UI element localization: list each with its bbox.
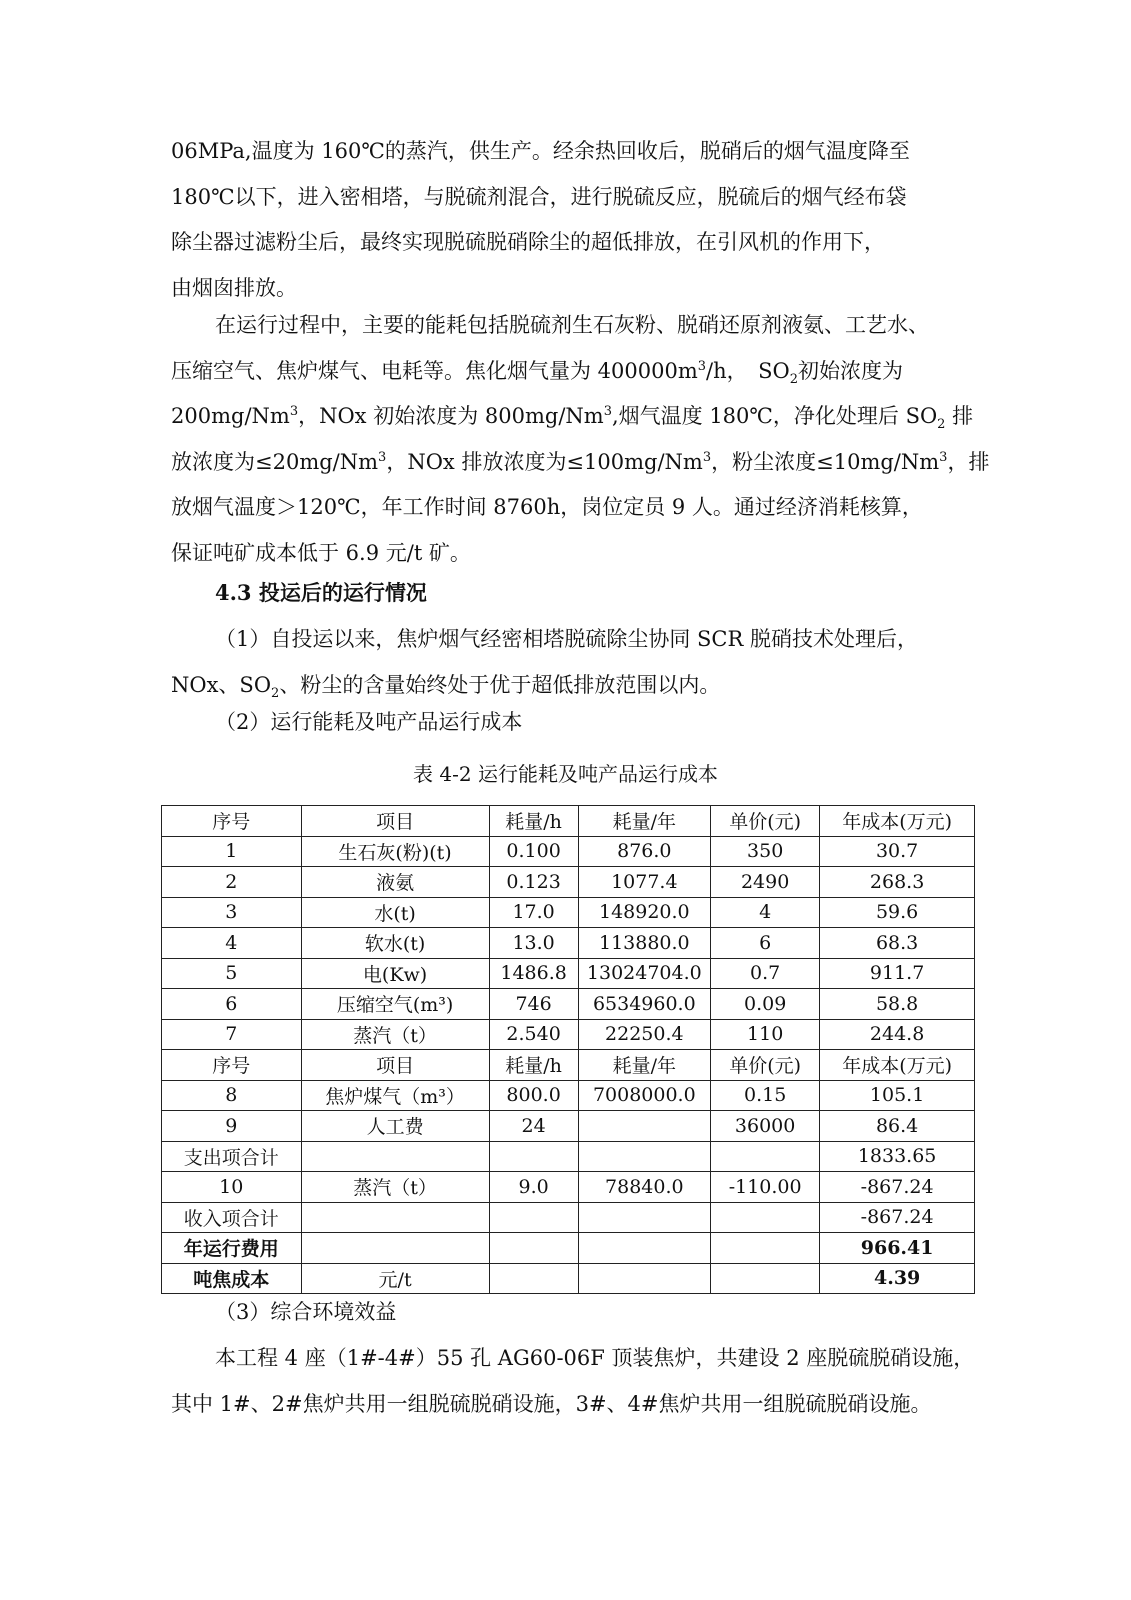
table-cell: 36000 (711, 1111, 820, 1142)
energy-line-2 (171, 349, 965, 395)
table-cell: 13024704.0 (578, 958, 710, 989)
table-cell: 0.09 (711, 989, 820, 1020)
table-cell: 6 (162, 989, 302, 1020)
table-row (162, 867, 975, 898)
table-cell: 元/t (301, 1263, 489, 1294)
energy-line-3-d: 排 (945, 404, 974, 428)
closing-line-1: 本工程 4 座（1#-4#）55 孔 AG60-06F 顶装焦炉，共建设 2 座脱硫脱硝设施， (215, 1346, 975, 1370)
superscript-3: 3 (378, 449, 387, 465)
table-cell: 液氨 (301, 867, 489, 898)
header-cell-item: 项目 (301, 806, 489, 837)
table-cell: 22250.4 (578, 1019, 710, 1050)
table-cell: 焦炉煤气（m³） (301, 1080, 489, 1111)
energy-line-3 (171, 394, 974, 440)
table-row (162, 1019, 975, 1050)
superscript-3: 3 (603, 404, 612, 419)
table-cell: 244.8 (820, 1019, 975, 1050)
energy-line-2-a: 压缩空气、焦炉煤气、电耗等。焦化烟气量为 400000m (171, 358, 698, 383)
table-cell: 7008000.0 (578, 1080, 710, 1111)
table-header-row-repeat (162, 1050, 975, 1081)
point-1-line-2-b: 、粉尘的含量始终处于优于超低排放范围以内。 (279, 672, 721, 697)
intro-line-2: 180℃以下，进入密相塔，与脱硫剂混合，进行脱硫反应，脱硫后的烟气经布袋 (171, 184, 907, 209)
energy-line-4-c: ，粉尘浓度≤10mg/Nm (711, 449, 940, 474)
table-cell: 86.4 (820, 1111, 975, 1142)
point-1-paragraph (171, 617, 965, 708)
energy-line-4-b: ，NOx 排放浓度为≤100mg/Nm (386, 449, 703, 474)
energy-line-3-c: ,烟气温度 180℃，净化处理后 SO (611, 404, 938, 428)
header-cell-yearly: 耗量/年 (578, 1050, 710, 1081)
table-cell: 电(Kw) (301, 958, 489, 989)
table-cell: 148920.0 (578, 897, 710, 928)
header-cell-yearly: 耗量/年 (578, 806, 710, 837)
table-cell: 5 (162, 958, 302, 989)
table-row (162, 928, 975, 959)
table-cell: 4 (711, 897, 820, 928)
table-cell: 30.7 (820, 836, 975, 867)
table-cell: 吨焦成本 (162, 1263, 302, 1294)
point-1-line-1: （1）自投运以来，焦炉烟气经密相塔脱硫除尘协同 SCR 脱硝技术处理后， (215, 627, 918, 651)
energy-line-3-b: ，NOx 初始浓度为 800mg/Nm (298, 404, 604, 428)
table-cell: 6534960.0 (578, 989, 710, 1020)
header-cell-price: 单价(元) (711, 806, 820, 837)
energy-line-5: 放烟气温度＞120℃，年工作时间 8760h，岗位定员 9 人。通过经济消耗核算， (171, 495, 923, 519)
superscript-3: 3 (939, 449, 948, 465)
table-cell: 2490 (711, 867, 820, 898)
table-cell: 蒸汽（t） (301, 1019, 489, 1050)
table-cell: 1486.8 (489, 958, 578, 989)
table-header-row (162, 806, 975, 837)
table-row (162, 897, 975, 928)
table-cell: 收入项合计 (162, 1202, 302, 1233)
superscript-3: 3 (697, 358, 707, 374)
table-cell: 746 (489, 989, 578, 1020)
table-cell: 2.540 (489, 1019, 578, 1050)
operating-cost-table (161, 805, 975, 1294)
table-cell: 78840.0 (578, 1172, 710, 1203)
table-cell: 24 (489, 1111, 578, 1142)
table-cell (489, 1141, 578, 1172)
table-cell (489, 1202, 578, 1233)
table-cell: -110.00 (711, 1172, 820, 1203)
table-cell (578, 1233, 710, 1264)
table-row-expense-total (162, 1141, 975, 1172)
table-cell: 人工费 (301, 1111, 489, 1142)
table-row (162, 836, 975, 867)
point-1-line-2-a: NOx、SO (171, 672, 272, 697)
table-cell: 1833.65 (820, 1141, 975, 1172)
table-cell: 113880.0 (578, 928, 710, 959)
point-2-line: （2）运行能耗及吨产品运行成本 (215, 710, 523, 734)
header-cell-price: 单价(元) (711, 1050, 820, 1081)
table-cell: 58.8 (820, 989, 975, 1020)
header-cell-index: 序号 (162, 806, 302, 837)
table-cell: 0.7 (711, 958, 820, 989)
table-cell: 268.3 (820, 867, 975, 898)
subscript-2: 2 (789, 371, 799, 387)
table-caption: 表 4-2 运行能耗及吨产品运行成本 (413, 762, 718, 786)
intro-line-3: 除尘器过滤粉尘后，最终实现脱硫脱硝除尘的超低排放，在引风机的作用下， (171, 230, 885, 254)
energy-line-6: 保证吨矿成本低于 6.9 元/t 矿。 (171, 540, 471, 565)
closing-paragraph (171, 1336, 975, 1427)
table-cell: 8 (162, 1080, 302, 1111)
table-cell: -867.24 (820, 1202, 975, 1233)
table-cell (578, 1263, 710, 1294)
table-cell (489, 1233, 578, 1264)
table-row (162, 958, 975, 989)
table-cell: 105.1 (820, 1080, 975, 1111)
table-cell: 966.41 (820, 1233, 975, 1264)
header-cell-annual-cost: 年成本(万元) (820, 1050, 975, 1081)
table-cell: 支出项合计 (162, 1141, 302, 1172)
table-cell: 1077.4 (578, 867, 710, 898)
table-cell (711, 1233, 820, 1264)
header-cell-index: 序号 (162, 1050, 302, 1081)
table-cell: 17.0 (489, 897, 578, 928)
table-cell: 年运行费用 (162, 1233, 302, 1264)
energy-line-4-d: ，排 (947, 449, 990, 474)
table-cell: 59.6 (820, 897, 975, 928)
table-cell (489, 1263, 578, 1294)
table-cell: 13.0 (489, 928, 578, 959)
section-heading: 4.3 投运后的运行情况 (215, 580, 427, 605)
table-cell (578, 1111, 710, 1142)
table-cell (711, 1202, 820, 1233)
table-cell: 4.39 (820, 1263, 975, 1294)
table-cell: -867.24 (820, 1172, 975, 1203)
table-cell: 生石灰(粉)(t) (301, 836, 489, 867)
point-2-paragraph (171, 700, 965, 746)
table-cell: 68.3 (820, 928, 975, 959)
intro-paragraph (171, 129, 965, 311)
table-cell (578, 1202, 710, 1233)
table-cell: 2 (162, 867, 302, 898)
energy-line-4-a: 放浓度为≤20mg/Nm (171, 449, 379, 474)
table-cell: 0.100 (489, 836, 578, 867)
table-row-annual-operating-cost (162, 1233, 975, 1264)
table-cell: 110 (711, 1019, 820, 1050)
table-cell: 7 (162, 1019, 302, 1050)
header-cell-hourly: 耗量/h (489, 1050, 578, 1081)
table-cell: 6 (711, 928, 820, 959)
table-cell: 350 (711, 836, 820, 867)
point-3-line: （3）综合环境效益 (215, 1300, 397, 1324)
subscript-2: 2 (937, 417, 946, 433)
table-cell: 水(t) (301, 897, 489, 928)
table-cell: 876.0 (578, 836, 710, 867)
table-cell (711, 1263, 820, 1294)
table-cell (711, 1141, 820, 1172)
table-row (162, 1111, 975, 1142)
table-cell: 蒸汽（t） (301, 1172, 489, 1203)
table-cell (301, 1202, 489, 1233)
table-cell (301, 1233, 489, 1264)
table-row-cost-per-ton (162, 1263, 975, 1294)
energy-line-4 (171, 440, 990, 486)
table-cell: 软水(t) (301, 928, 489, 959)
intro-line-1: 06MPa,温度为 160℃的蒸汽，供生产。经余热回收后，脱硝后的烟气温度降至 (171, 139, 910, 163)
table-cell: 800.0 (489, 1080, 578, 1111)
energy-line-2-c: 初始浓度为 (798, 358, 904, 383)
subscript-2: 2 (271, 685, 280, 701)
intro-line-4: 由烟囱排放。 (171, 275, 297, 300)
energy-line-2-b: /h， SO (706, 358, 790, 383)
table-cell: 压缩空气(m³) (301, 989, 489, 1020)
superscript-3: 3 (702, 449, 712, 465)
header-cell-hourly: 耗量/h (489, 806, 578, 837)
table-cell: 4 (162, 928, 302, 959)
table-cell: 9.0 (489, 1172, 578, 1203)
header-cell-annual-cost: 年成本(万元) (820, 806, 975, 837)
table-row (162, 1172, 975, 1203)
table-cell (301, 1141, 489, 1172)
table-cell: 3 (162, 897, 302, 928)
table-cell: 10 (162, 1172, 302, 1203)
table-cell: 0.15 (711, 1080, 820, 1111)
table-row-income-total (162, 1202, 975, 1233)
table-cell: 911.7 (820, 958, 975, 989)
header-cell-item: 项目 (301, 1050, 489, 1081)
point-3-paragraph (171, 1290, 965, 1336)
energy-paragraph (171, 303, 990, 576)
table-cell: 1 (162, 836, 302, 867)
energy-line-1: 在运行过程中，主要的能耗包括脱硫剂生石灰粉、脱硝还原剂液氨、工艺水、 (215, 313, 929, 337)
superscript-3: 3 (289, 404, 299, 419)
energy-line-3-a: 200mg/Nm (171, 404, 290, 428)
table-row (162, 989, 975, 1020)
table-cell: 9 (162, 1111, 302, 1142)
table-cell: 0.123 (489, 867, 578, 898)
table-cell (578, 1141, 710, 1172)
table-row (162, 1080, 975, 1111)
closing-line-2: 其中 1#、2#焦炉共用一组脱硫脱硝设施，3#、4#焦炉共用一组脱硫脱硝设施。 (171, 1391, 932, 1416)
